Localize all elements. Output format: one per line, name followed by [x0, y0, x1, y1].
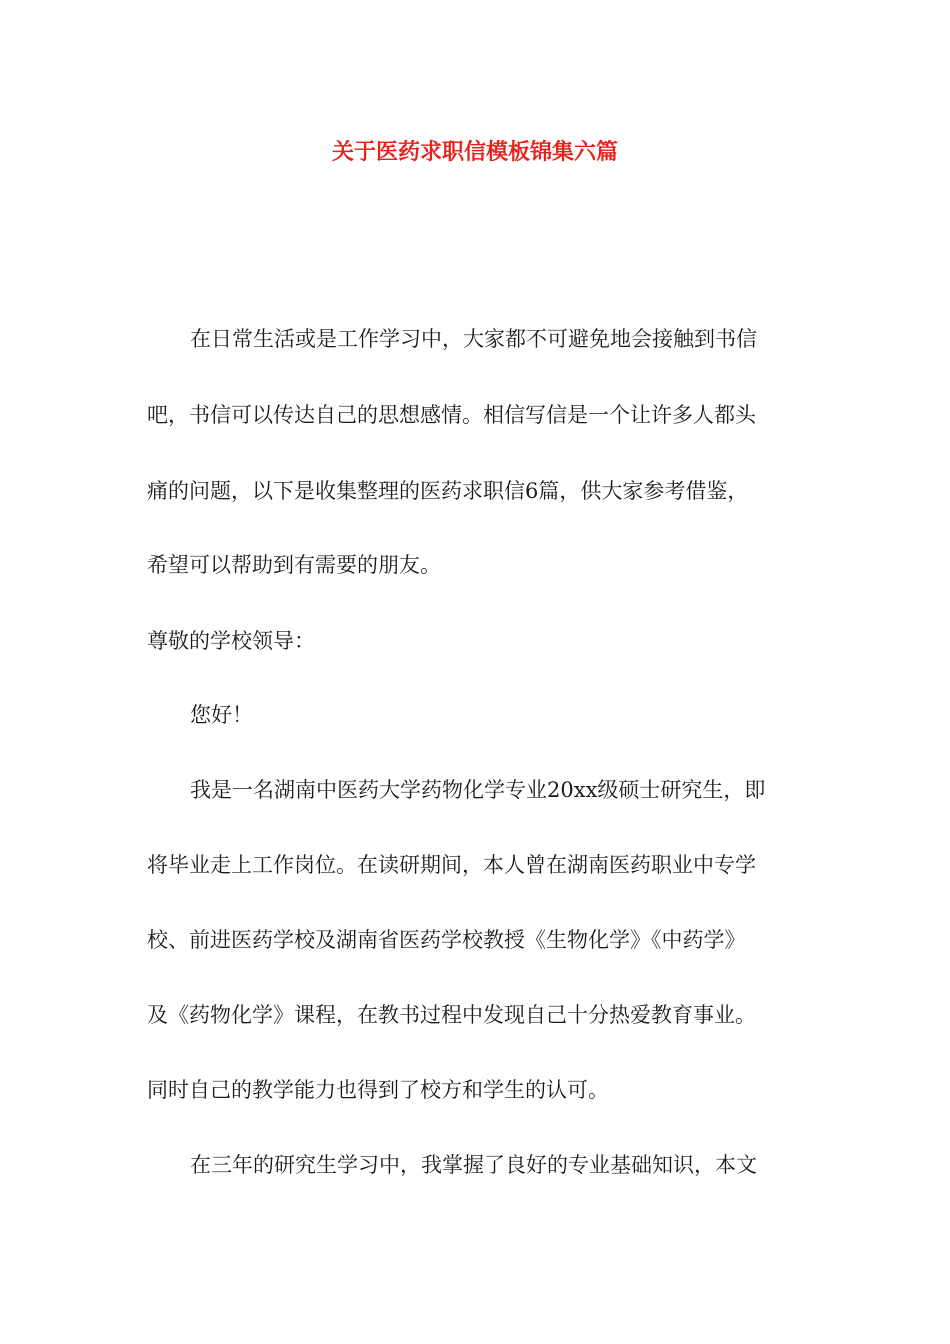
- paragraph-line: 痛的问题，以下是收集整理的医药求职信6篇，供大家参考借鉴，: [147, 479, 749, 503]
- paragraph-line: 及《药物化学》课程，在教书过程中发现自己十分热爱教育事业。: [147, 1003, 756, 1027]
- paragraph-line: 在三年的研究生学习中，我掌握了良好的专业基础知识，本文: [190, 1153, 757, 1177]
- paragraph-line: 将毕业走上工作岗位。在读研期间，本人曾在湖南医药职业中专学: [147, 853, 756, 877]
- paragraph-line: 同时自己的教学能力也得到了校方和学生的认可。: [147, 1078, 609, 1102]
- paragraph-line: 吧，书信可以传达自己的思想感情。相信写信是一个让许多人都头: [147, 403, 756, 427]
- paragraph-line: 希望可以帮助到有需要的朋友。: [147, 553, 441, 577]
- salutation: 尊敬的学校领导：: [147, 629, 315, 653]
- paragraph-line: 在日常生活或是工作学习中，大家都不可避免地会接触到书信: [190, 327, 757, 351]
- document-title: 关于医药求职信模板锦集六篇: [331, 139, 618, 165]
- paragraph-line: 我是一名湖南中医药大学药物化学专业20xx级硕士研究生，即: [190, 778, 766, 802]
- paragraph-line: 校、前进医药学校及湖南省医药学校教授《生物化学》《中药学》: [147, 928, 746, 952]
- greeting: 您好！: [190, 703, 253, 727]
